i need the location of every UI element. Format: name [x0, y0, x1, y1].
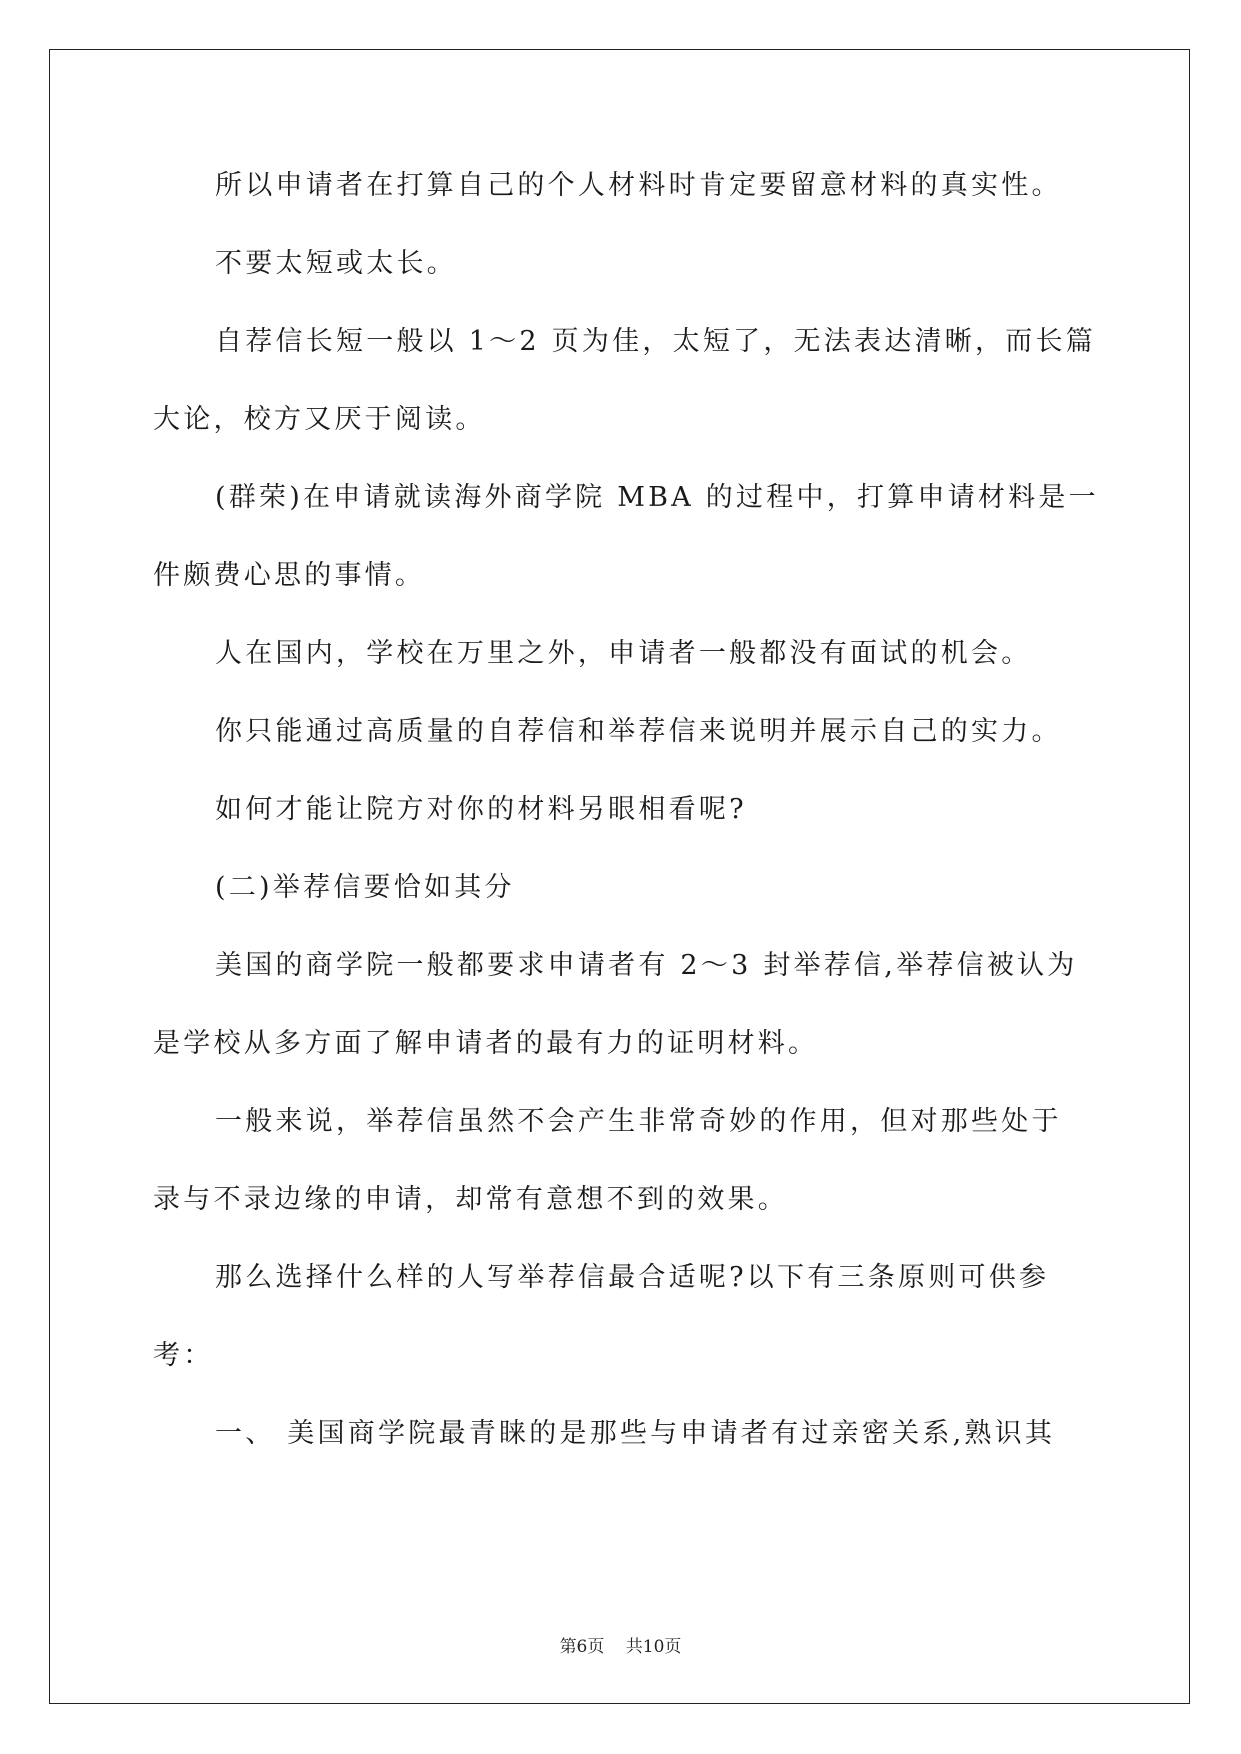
- text-line: 一般来说，举荐信虽然不会产生非常奇妙的作用，但对那些处于: [215, 1106, 1062, 1137]
- text-line: 是学校从多方面了解申请者的最有力的证明材料。: [153, 1028, 819, 1059]
- text-line: 所以申请者在打算自己的个人材料时肯定要留意材料的真实性。: [215, 170, 1062, 201]
- text-line: 自荐信长短一般以 1～2 页为佳，太短了，无法表达清晰，而长篇: [215, 326, 1096, 357]
- text-block: [153, 165, 1099, 1491]
- text-line: 不要太短或太长。: [215, 248, 457, 279]
- page-footer: [0, 1632, 1241, 1657]
- text-line: 大论，校方又厌于阅读。: [153, 404, 486, 435]
- text-line: (群荣)在申请就读海外商学院 MBA 的过程中，打算申请材料是一: [215, 482, 1099, 513]
- text-line: 美国的商学院一般都要求申请者有 2～3 封举荐信,举荐信被认为: [215, 950, 1078, 981]
- text-line: (二)举荐信要恰如其分: [215, 872, 515, 903]
- text-line: 录与不录边缘的申请，却常有意想不到的效果。: [153, 1184, 789, 1215]
- page-number: 第6页: [559, 1637, 605, 1657]
- page-total: 共10页: [625, 1637, 682, 1657]
- text-line: 那么选择什么样的人写举荐信最合适呢?以下有三条原则可供参: [215, 1262, 1050, 1293]
- text-line: 一、 美国商学院最青睐的是那些与申请者有过亲密关系,熟识其: [215, 1418, 1056, 1449]
- text-line: 你只能通过高质量的自荐信和举荐信来说明并展示自己的实力。: [215, 716, 1062, 747]
- document-body: [153, 165, 1099, 1491]
- text-line: 人在国内，学校在万里之外，申请者一般都没有面试的机会。: [215, 638, 1032, 669]
- text-line: 件颇费心思的事情。: [153, 560, 426, 591]
- text-line: 如何才能让院方对你的材料另眼相看呢?: [215, 794, 747, 825]
- text-line: 考：: [153, 1340, 214, 1371]
